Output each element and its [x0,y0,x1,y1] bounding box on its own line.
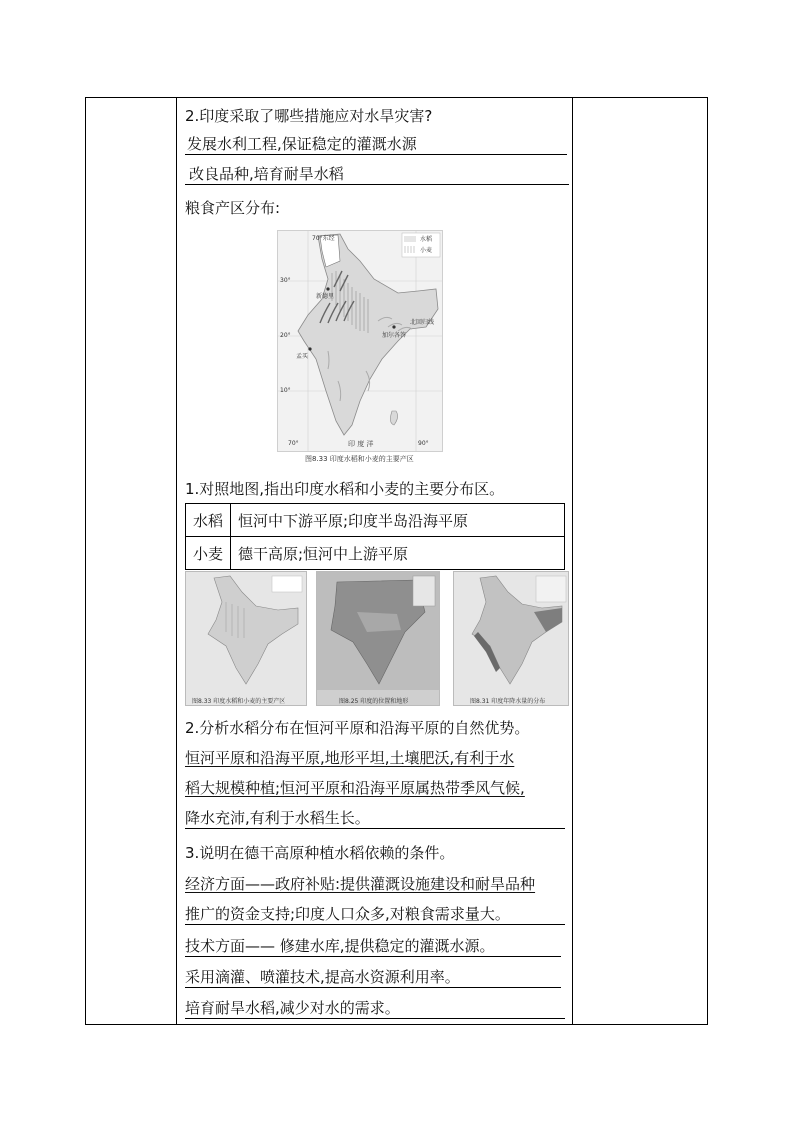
q3-answer-5: 培育耐旱水稻,减少对水的需求。 [185,998,565,1019]
thumb-caption-1: 图8.33 印度水稻和小麦的主要产区 [192,698,286,705]
q2-title: 2.印度采取了哪些措施应对水旱灾害? [185,107,433,125]
legend-rice: 水稻 [420,236,433,243]
q2-answer-2: 改良品种,培育耐旱水稻 [185,164,569,185]
thumbnail-crop-map [185,571,307,706]
crop-name: 小麦 [186,537,231,570]
lon-label-70: 70° [288,440,299,447]
crop-distribution-table [185,503,565,570]
table-row [186,504,565,537]
legend-wheat: 小麦 [420,247,433,254]
city-kolkata: 加尔各答 [382,332,407,339]
lat-label-10: 10° [280,387,291,394]
lon-label-top: 70°东经 [312,235,335,242]
q2b-answer-2: 稻大规模种植;恒河平原和沿海平原属热带季风气候, [185,779,525,797]
india-map-graphic [278,231,442,451]
crop-name: 水稻 [186,504,231,537]
thumbnail-rainfall-map [453,571,569,706]
thumb-caption-2: 图8.25 印度的位置和地形 [339,698,409,705]
q2b-title: 2.分析水稻分布在恒河平原和沿海平原的自然优势。 [185,719,530,737]
india-landmass [298,234,438,435]
thumb-caption-3: 图8.31 印度年降水量的分布 [470,698,546,705]
crop-region: 德干高原;恒河中上游平原 [231,537,565,570]
column-divider-left [176,98,177,1024]
q2-answer-1: 发展水利工程,保证稳定的灌溉水源 [185,134,567,155]
table-row [186,537,565,570]
column-divider-right [572,98,573,1024]
q3-answer-3: 技术方面—— 修建水库,提供稳定的灌溉水源。 [185,936,561,957]
thumbnail-terrain-map [316,571,440,706]
india-rice-wheat-map [277,230,443,452]
city-delhi: 新德里 [316,293,335,300]
worksheet-table [85,97,708,1025]
q3-answer-2: 推广的资金支持;印度人口众多,对粮食需求量大。 [185,904,565,925]
q1-title: 1.对照地图,指出印度水稻和小麦的主要分布区。 [185,480,505,498]
lat-label-30: 30° [280,277,291,284]
ocean-label: 印 度 洋 [348,440,374,448]
q3-answer-1: 经济方面——政府补贴:提供灌溉设施建设和耐旱品种 [185,875,536,893]
q3-title: 3.说明在德干高原种植水稻依赖的条件。 [185,844,455,862]
lat-label-20: 20° [280,332,291,339]
lon-label-90: 90° [418,440,429,447]
crop-region: 恒河中下游平原;印度半岛沿海平原 [231,504,565,537]
grain-heading: 粮食产区分布: [185,199,281,217]
city-mumbai: 孟买 [296,353,309,360]
q2b-answer-1: 恒河平原和沿海平原,地形平坦,土壤肥沃,有利于水 [185,749,515,767]
q2b-answer-3: 降水充沛,有利于水稻生长。 [185,808,565,829]
tropic-label: 北回归线 [410,319,435,326]
main-map-caption: 图8.33 印度水稻和小麦的主要产区 [305,455,414,463]
q3-answer-4: 采用滴灌、喷灌技术,提高水资源利用率。 [185,967,561,988]
